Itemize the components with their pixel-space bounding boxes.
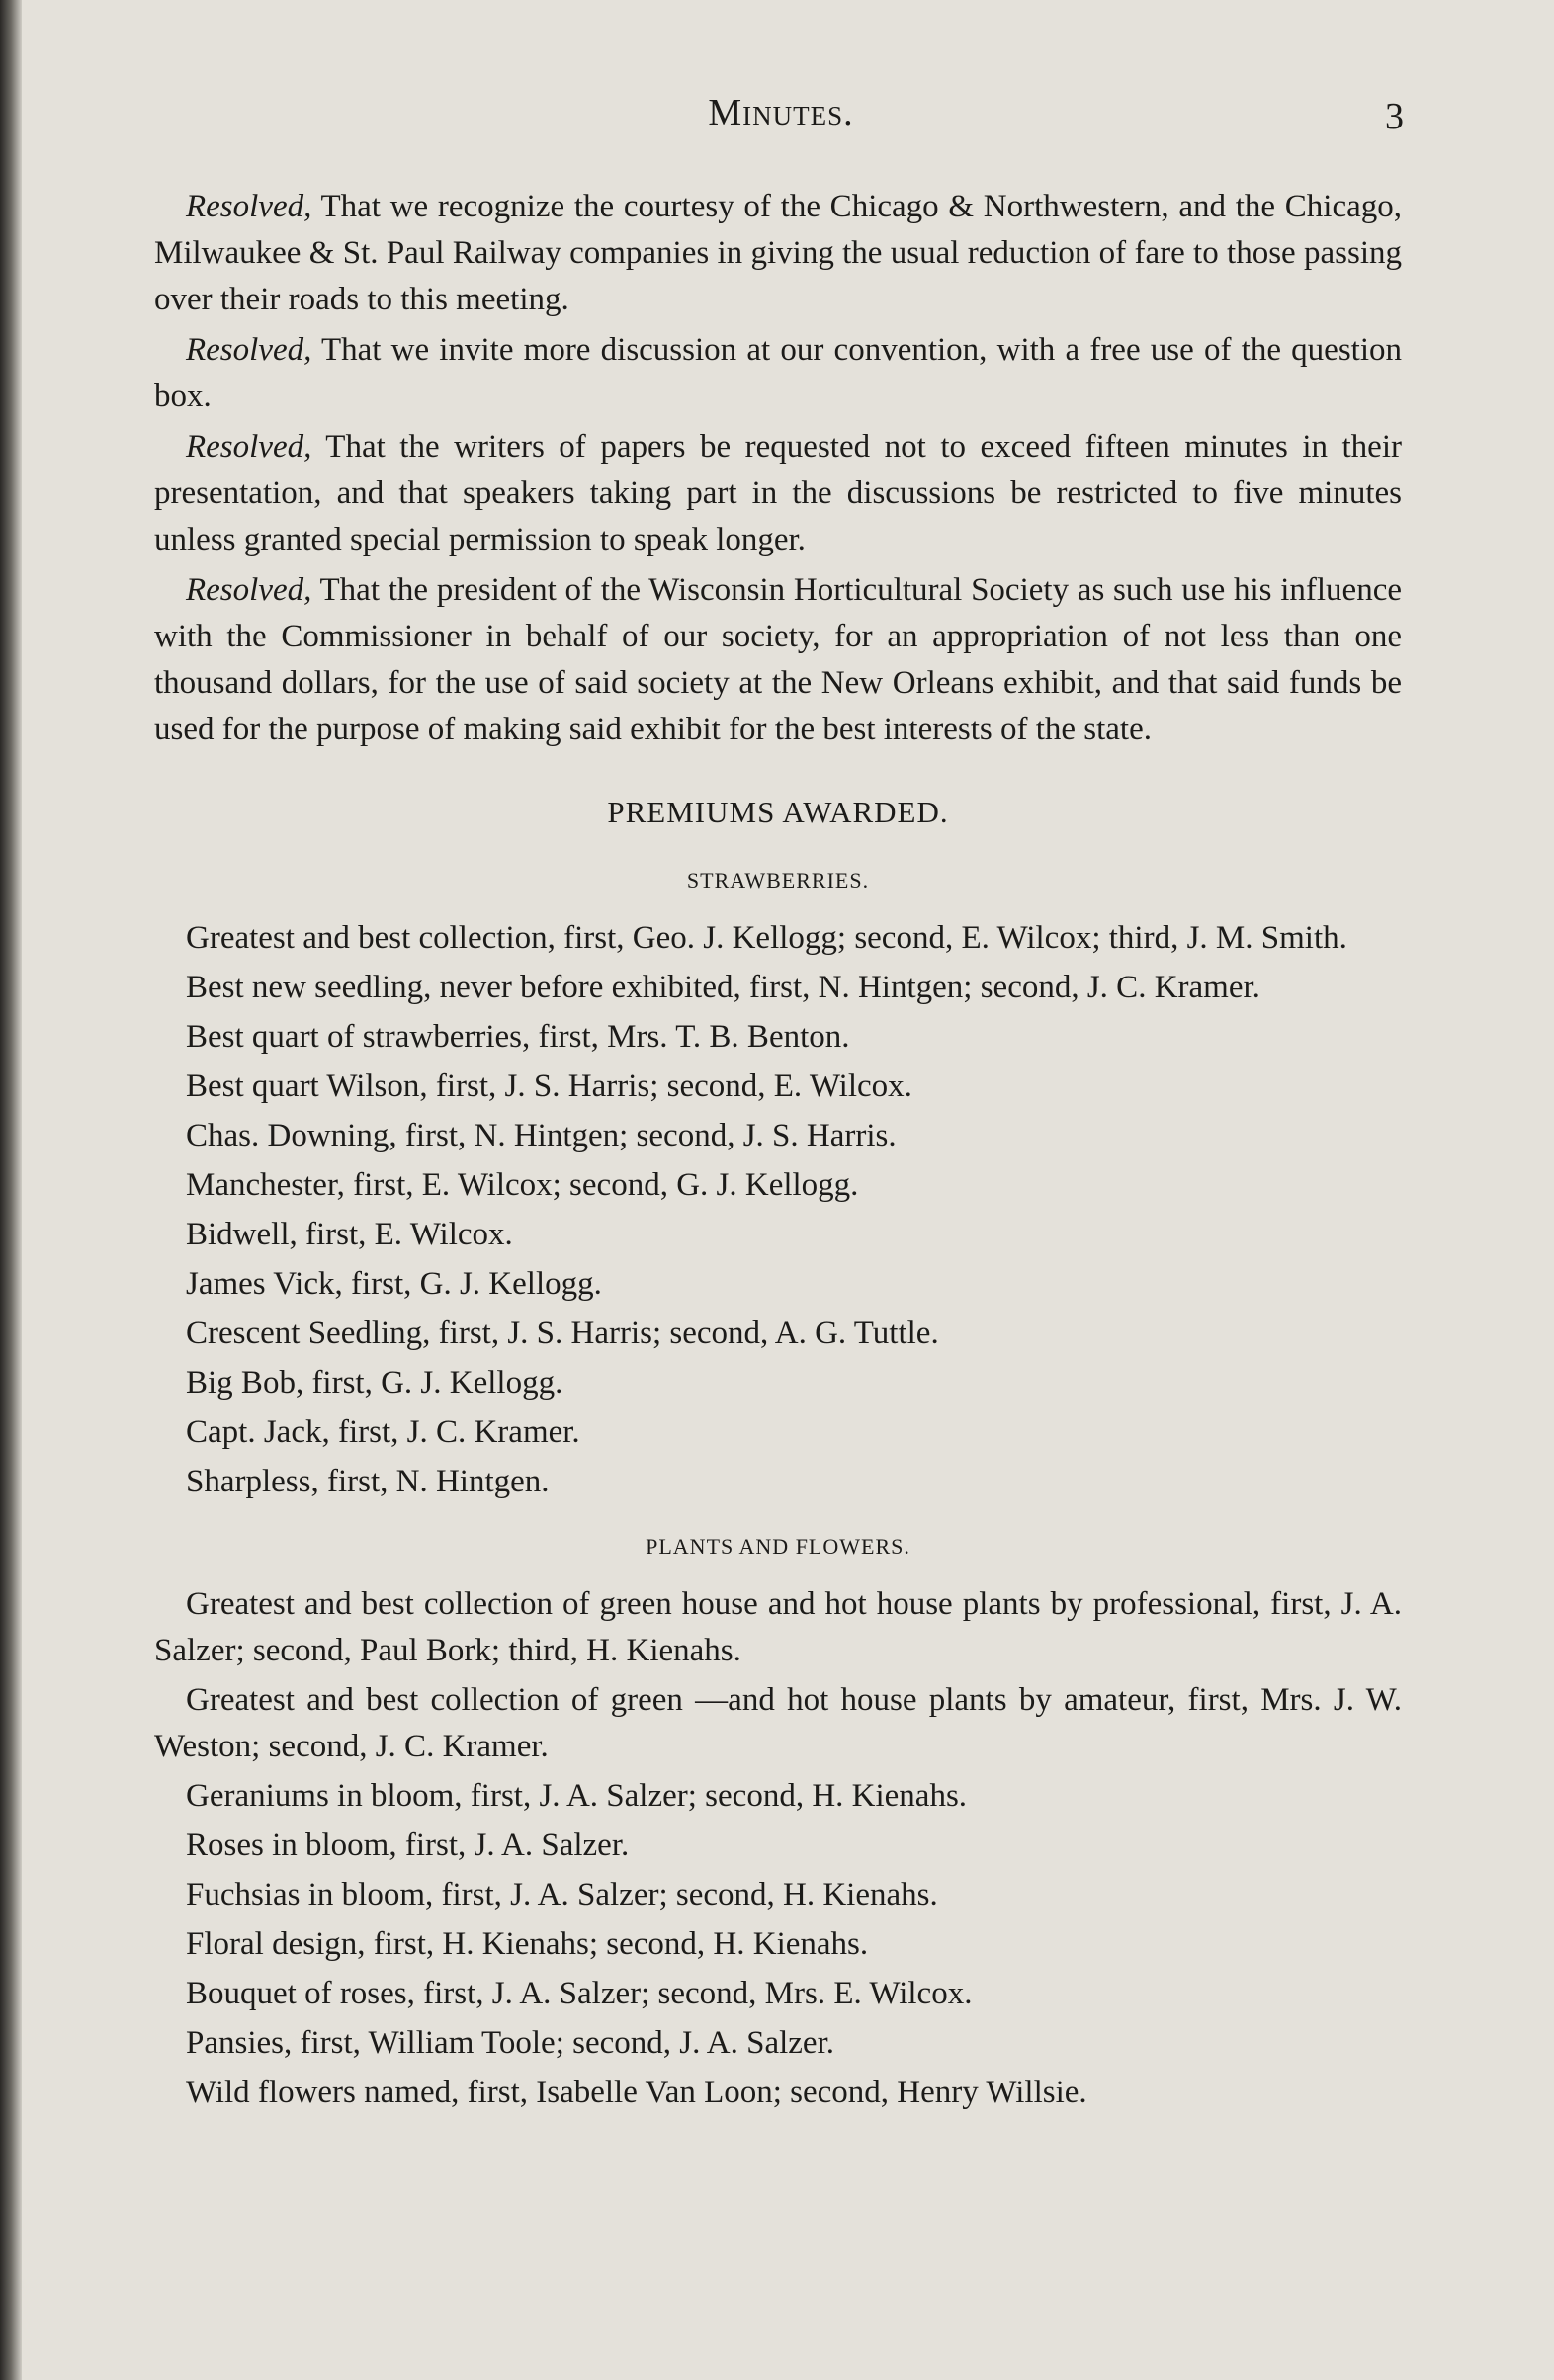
premiums-title: PREMIUMS AWARDED. bbox=[607, 795, 949, 829]
resolution-text: That the president of the Wisconsin Horticultural Society as such use his influence with the Commissioner in behalf of our society, for an appropriation of not less than one thousand dollars, for the use of said society at the New Orleans exhibit, and that said funds be used for the purpose of making said exhibit for the best interests of the state. bbox=[154, 572, 1403, 747]
resolution-text: That we invite more discussion at our convention, with a free use of the question box. bbox=[154, 332, 1402, 414]
resolution-label: Resolved, bbox=[186, 332, 312, 368]
list-item: Roses in bloom, first, J. A. Salzer. bbox=[186, 1828, 630, 1863]
strawberries-title: STRAWBERRIES. bbox=[686, 868, 870, 892]
resolution-paragraph bbox=[154, 567, 1402, 753]
resolution-text: That the writers of papers be requested not to exceed fifteen minutes in their presentation, and that speakers taking part in the discussions be restricted to five minutes unless granted special permission to speak longer. bbox=[154, 429, 1402, 557]
list-item: Chas. Downing, first, N. Hintgen; second, J. S. Harris. bbox=[186, 1118, 897, 1153]
list-item: Bouquet of roses, first, J. A. Salzer; second, Mrs. E. Wilcox. bbox=[186, 1976, 973, 2011]
resolution-label: Resolved, bbox=[186, 572, 312, 608]
list-item: Greatest and best collection of green —and hot house plants by amateur, first, Mrs. J. W. Weston; second, J. C. Kramer. bbox=[154, 1682, 1402, 1764]
list-item: Big Bob, first, G. J. Kellogg. bbox=[186, 1365, 563, 1401]
page-header bbox=[158, 91, 1404, 150]
list-item: Geraniums in bloom, first, J. A. Salzer; second, H. Kienahs. bbox=[186, 1778, 968, 1814]
list-item: James Vick, first, G. J. Kellogg. bbox=[186, 1266, 602, 1302]
list-item: Fuchsias in bloom, first, J. A. Salzer; second, H. Kienahs. bbox=[186, 1877, 938, 1912]
resolution-paragraph bbox=[154, 327, 1402, 420]
list-item: Crescent Seedling, first, J. S. Harris; second, A. G. Tuttle. bbox=[186, 1316, 939, 1351]
list-item: Best new seedling, never before exhibited, first, N. Hintgen; second, J. C. Kramer. bbox=[186, 970, 1260, 1005]
resolution-label: Resolved, bbox=[186, 189, 312, 224]
strawberries-list bbox=[154, 915, 1402, 1505]
page-body bbox=[154, 184, 1402, 2119]
page-number: 3 bbox=[1385, 96, 1404, 137]
list-item: Capt. Jack, first, J. C. Kramer. bbox=[186, 1414, 580, 1450]
list-item: Greatest and best collection, first, Geo. J. Kellogg; second, E. Wilcox; third, J. M. Smith. bbox=[186, 920, 1347, 956]
list-item: Best quart of strawberries, first, Mrs. T. B. Benton. bbox=[186, 1019, 850, 1055]
list-item: Manchester, first, E. Wilcox; second, G. J. Kellogg. bbox=[186, 1167, 859, 1203]
book-spine-shadow bbox=[0, 0, 22, 2380]
list-item: Wild flowers named, first, Isabelle Van Loon; second, Henry Willsie. bbox=[186, 2075, 1087, 2110]
resolution-paragraph bbox=[154, 184, 1402, 323]
list-item: Greatest and best collection of green house and hot house plants by professional, first, J. A. Salzer; second, Paul Bork; third, H. Kienahs. bbox=[154, 1586, 1402, 1668]
resolution-paragraph bbox=[154, 424, 1402, 563]
running-head: Minutes. bbox=[708, 92, 854, 133]
plants-and-flowers-title: PLANTS AND FLOWERS. bbox=[646, 1534, 910, 1559]
resolution-text: That we recognize the courtesy of the Chicago & Northwestern, and the Chicago, Milwaukee & St. Paul Railway companies in giving the usual reduction of fare to those passing over their roads to this meeting. bbox=[154, 189, 1403, 317]
list-item: Bidwell, first, E. Wilcox. bbox=[186, 1217, 513, 1252]
list-item: Sharpless, first, N. Hintgen. bbox=[186, 1464, 550, 1499]
list-item: Pansies, first, William Toole; second, J. A. Salzer. bbox=[186, 2025, 834, 2061]
list-item: Best quart Wilson, first, J. S. Harris; second, E. Wilcox. bbox=[186, 1068, 912, 1104]
plants-and-flowers-list bbox=[154, 1581, 1402, 2116]
resolution-label: Resolved, bbox=[186, 429, 312, 465]
list-item: Floral design, first, H. Kienahs; second, H. Kienahs. bbox=[186, 1926, 869, 1962]
